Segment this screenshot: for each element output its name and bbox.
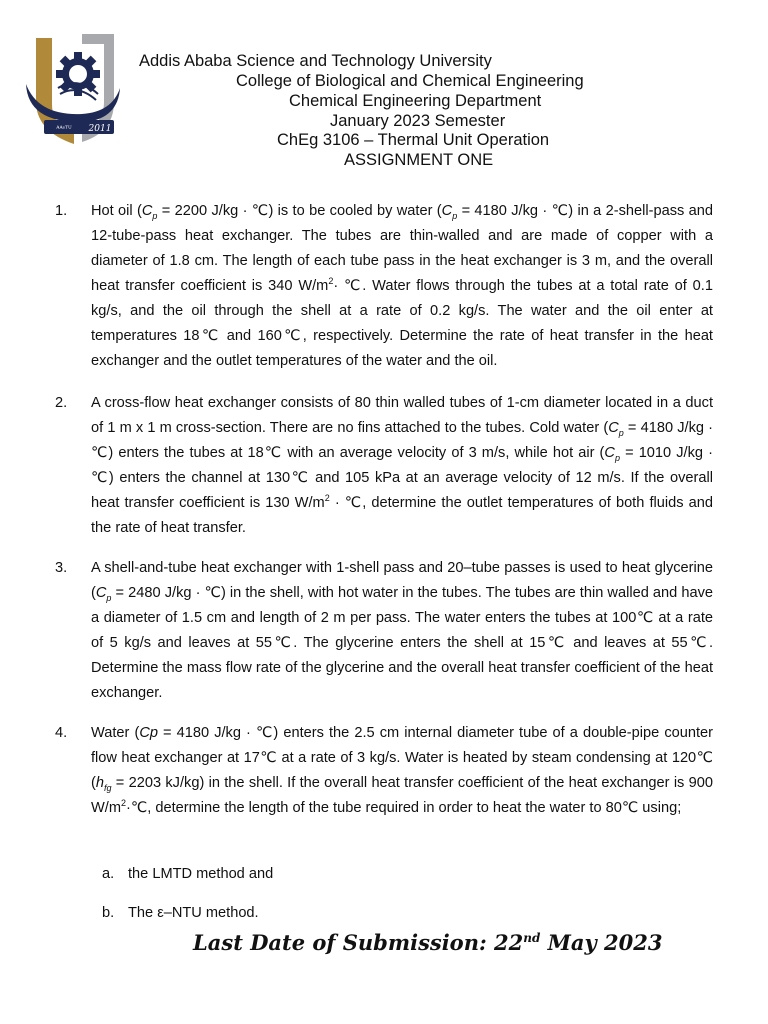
department-name: Chemical Engineering Department — [289, 92, 542, 110]
question-text: A cross-flow heat exchanger consists of 80 thin walled tubes of 1-cm diameter located in a duct of 1 m x 1 m cross-section. There are no fins attached to the tubes. Cold water ($C_p = 4180$ J/kg · ℃) enters the tubes at 18℃ with an average velocity of 3 m/s, while hot air ($C_p = 1010$ J/kg · ℃) enters the channel at 130℃ and 105 kPa at an average velocity of 12 m/s. If the overall heat transfer coefficient is 130 $W/m^2$ · ℃, determine the outlet temperatures of both fluids and the rate of heat transfer. — [91, 395, 713, 536]
question-4 — [55, 721, 713, 821]
university-name: Addis Ababa Science and Technology University — [139, 52, 492, 70]
university-logo — [22, 28, 124, 146]
question-3 — [55, 556, 713, 706]
question-number: 4. — [55, 725, 68, 741]
submission-deadline: Last Date of Submission: 22nd May 2023 — [193, 930, 663, 955]
question-number: 3. — [55, 560, 68, 576]
subitem-a: a. the LMTD method and — [102, 866, 274, 882]
question-number: 1. — [55, 203, 68, 219]
logo-initials: ᴬᴬˢᵀᵁ — [56, 125, 72, 133]
question-1 — [55, 199, 713, 374]
subitem-b: b. The ε–NTU method. — [102, 905, 259, 921]
question-2 — [55, 391, 713, 541]
question-text: A shell-and-tube heat exchanger with 1-shell pass and 20–tube passes is used to heat glycerine ($C_p = 2480$ J/kg · ℃) in the shell, with hot water in the tubes. The tubes are thin walled and have a diameter of 1.5 cm and length of 2 m per pass. The water enters the tubes at 100℃ at a rate of 5 kg/s and leaves at 55℃. The glycerine enters the shell at 15℃ and leaves at 55℃. Determine the mass flow rate of the glycerine and the overall heat transfer coefficient of the heat exchanger. — [91, 560, 713, 701]
question-text: Hot oil ($C_p = 2200$ J/kg · ℃) is to be cooled by water ($C_p = 4180$ J/kg · ℃) in a 2-shell-pass and 12-tube-pass heat exchanger. The tubes are thin-walled and are made of copper with a diameter of 1.8 cm. The length of each tube pass in the heat exchanger is 3 m, and the overall heat transfer coefficient is 340 $W/m^2\cdot$ ℃. Water flows through the tubes at a total rate of 0.1 kg/s, and the oil through the shell at a rate of 0.2 kg/s. The water and the oil enter at temperatures 18℃ and 160℃, respectively. Determine the rate of heat transfer in the heat exchanger and the outlet temperatures of the water and the oil. — [91, 203, 713, 369]
logo-year: 2011 — [88, 124, 112, 134]
course-title: ChEg 3106 – Thermal Unit Operation — [277, 131, 550, 149]
question-number: 2. — [55, 395, 68, 411]
question-text: Water (Cp = 4180 J/kg · ℃) enters the 2.5 cm internal diameter tube of a double-pipe counter flow heat exchanger at 17℃ at a rate of 3 kg/s. Water is heated by steam condensing at 120℃ ($h_{fg} = 2203$ kJ/kg) in the shell. If the overall heat transfer coefficient of the heat exchanger is 900 $W/m^2\cdot℃$, determine the length of the tube required in order to heat the water to 80℃ using; — [91, 725, 713, 816]
semester: January 2023 Semester — [330, 112, 506, 130]
college-name: College of Biological and Chemical Engineering — [236, 72, 584, 90]
assignment-title: ASSIGNMENT ONE — [344, 151, 494, 169]
